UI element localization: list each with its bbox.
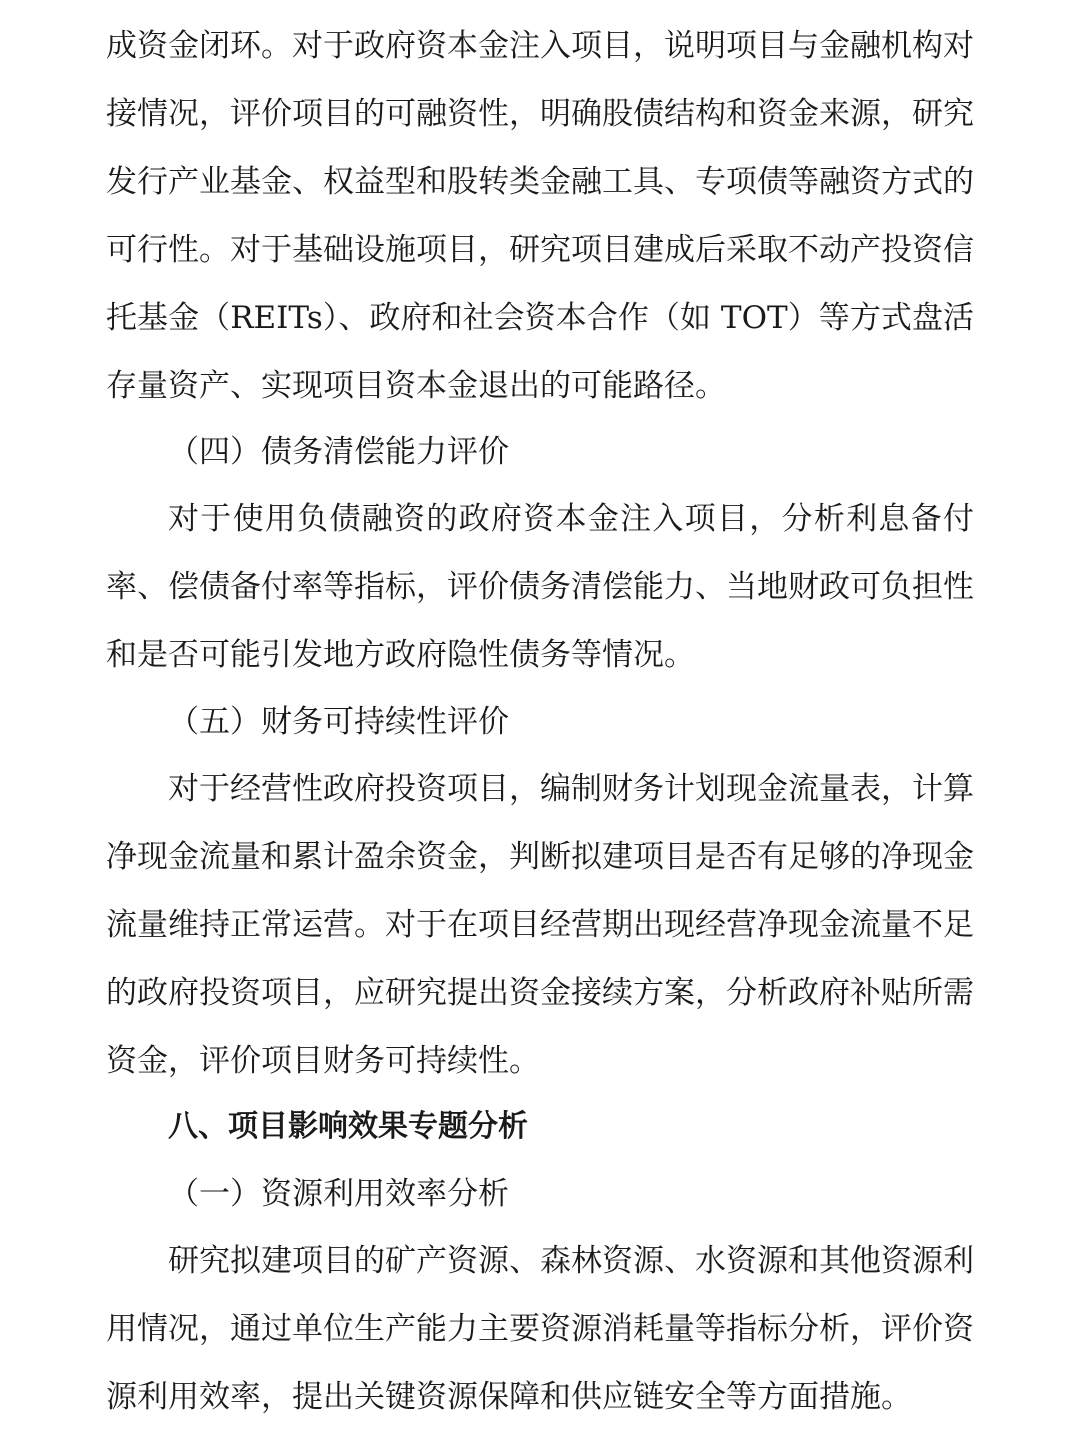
paragraph-line: 接情况，评价项目的可融资性，明确股债结构和资金来源，研究 — [106, 96, 974, 132]
paragraph-line: 存量资产、实现项目资本金退出的可能路径。 — [106, 368, 726, 404]
paragraph-line: 对于经营性政府投资项目，编制财务计划现金流量表，计算 — [168, 771, 974, 807]
paragraph-line: 净现金流量和累计盈余资金，判断拟建项目是否有足够的净现金 — [106, 839, 974, 875]
paragraph-line: 对于使用负债融资的政府资本金注入项目，分析利息备付 — [168, 501, 974, 537]
paragraph-line: 可行性。对于基础设施项目，研究项目建成后采取不动产投资信 — [106, 232, 974, 268]
paragraph-line: 率、偿债备付率等指标，评价债务清偿能力、当地财政可负担性 — [106, 569, 974, 605]
section-heading-4: （四）债务清偿能力评价 — [168, 434, 509, 470]
paragraph-line: 成资金闭环。对于政府资本金注入项目，说明项目与金融机构对 — [106, 28, 974, 64]
paragraph-line: 流量维持正常运营。对于在项目经营期出现经营净现金流量不足 — [106, 907, 974, 943]
paragraph-line: 的政府投资项目，应研究提出资金接续方案，分析政府补贴所需 — [106, 975, 974, 1011]
paragraph-line: 和是否可能引发地方政府隐性债务等情况。 — [106, 637, 695, 673]
paragraph-line: 研究拟建项目的矿产资源、森林资源、水资源和其他资源利 — [168, 1243, 974, 1279]
chapter-heading-8: 八、项目影响效果专题分析 — [168, 1109, 528, 1144]
section-heading-5: （五）财务可持续性评价 — [168, 704, 509, 740]
section-heading-1: （一）资源利用效率分析 — [168, 1176, 509, 1212]
paragraph-line: 资金，评价项目财务可持续性。 — [106, 1043, 540, 1079]
paragraph-line: 用情况，通过单位生产能力主要资源消耗量等指标分析，评价资 — [106, 1311, 974, 1347]
paragraph-line: 源利用效率，提出关键资源保障和供应链安全等方面措施。 — [106, 1379, 912, 1415]
paragraph-line: 发行产业基金、权益型和股转类金融工具、专项债等融资方式的 — [106, 164, 974, 200]
paragraph-line: 托基金（REITs）、政府和社会资本合作（如 TOT）等方式盘活 — [106, 300, 974, 336]
